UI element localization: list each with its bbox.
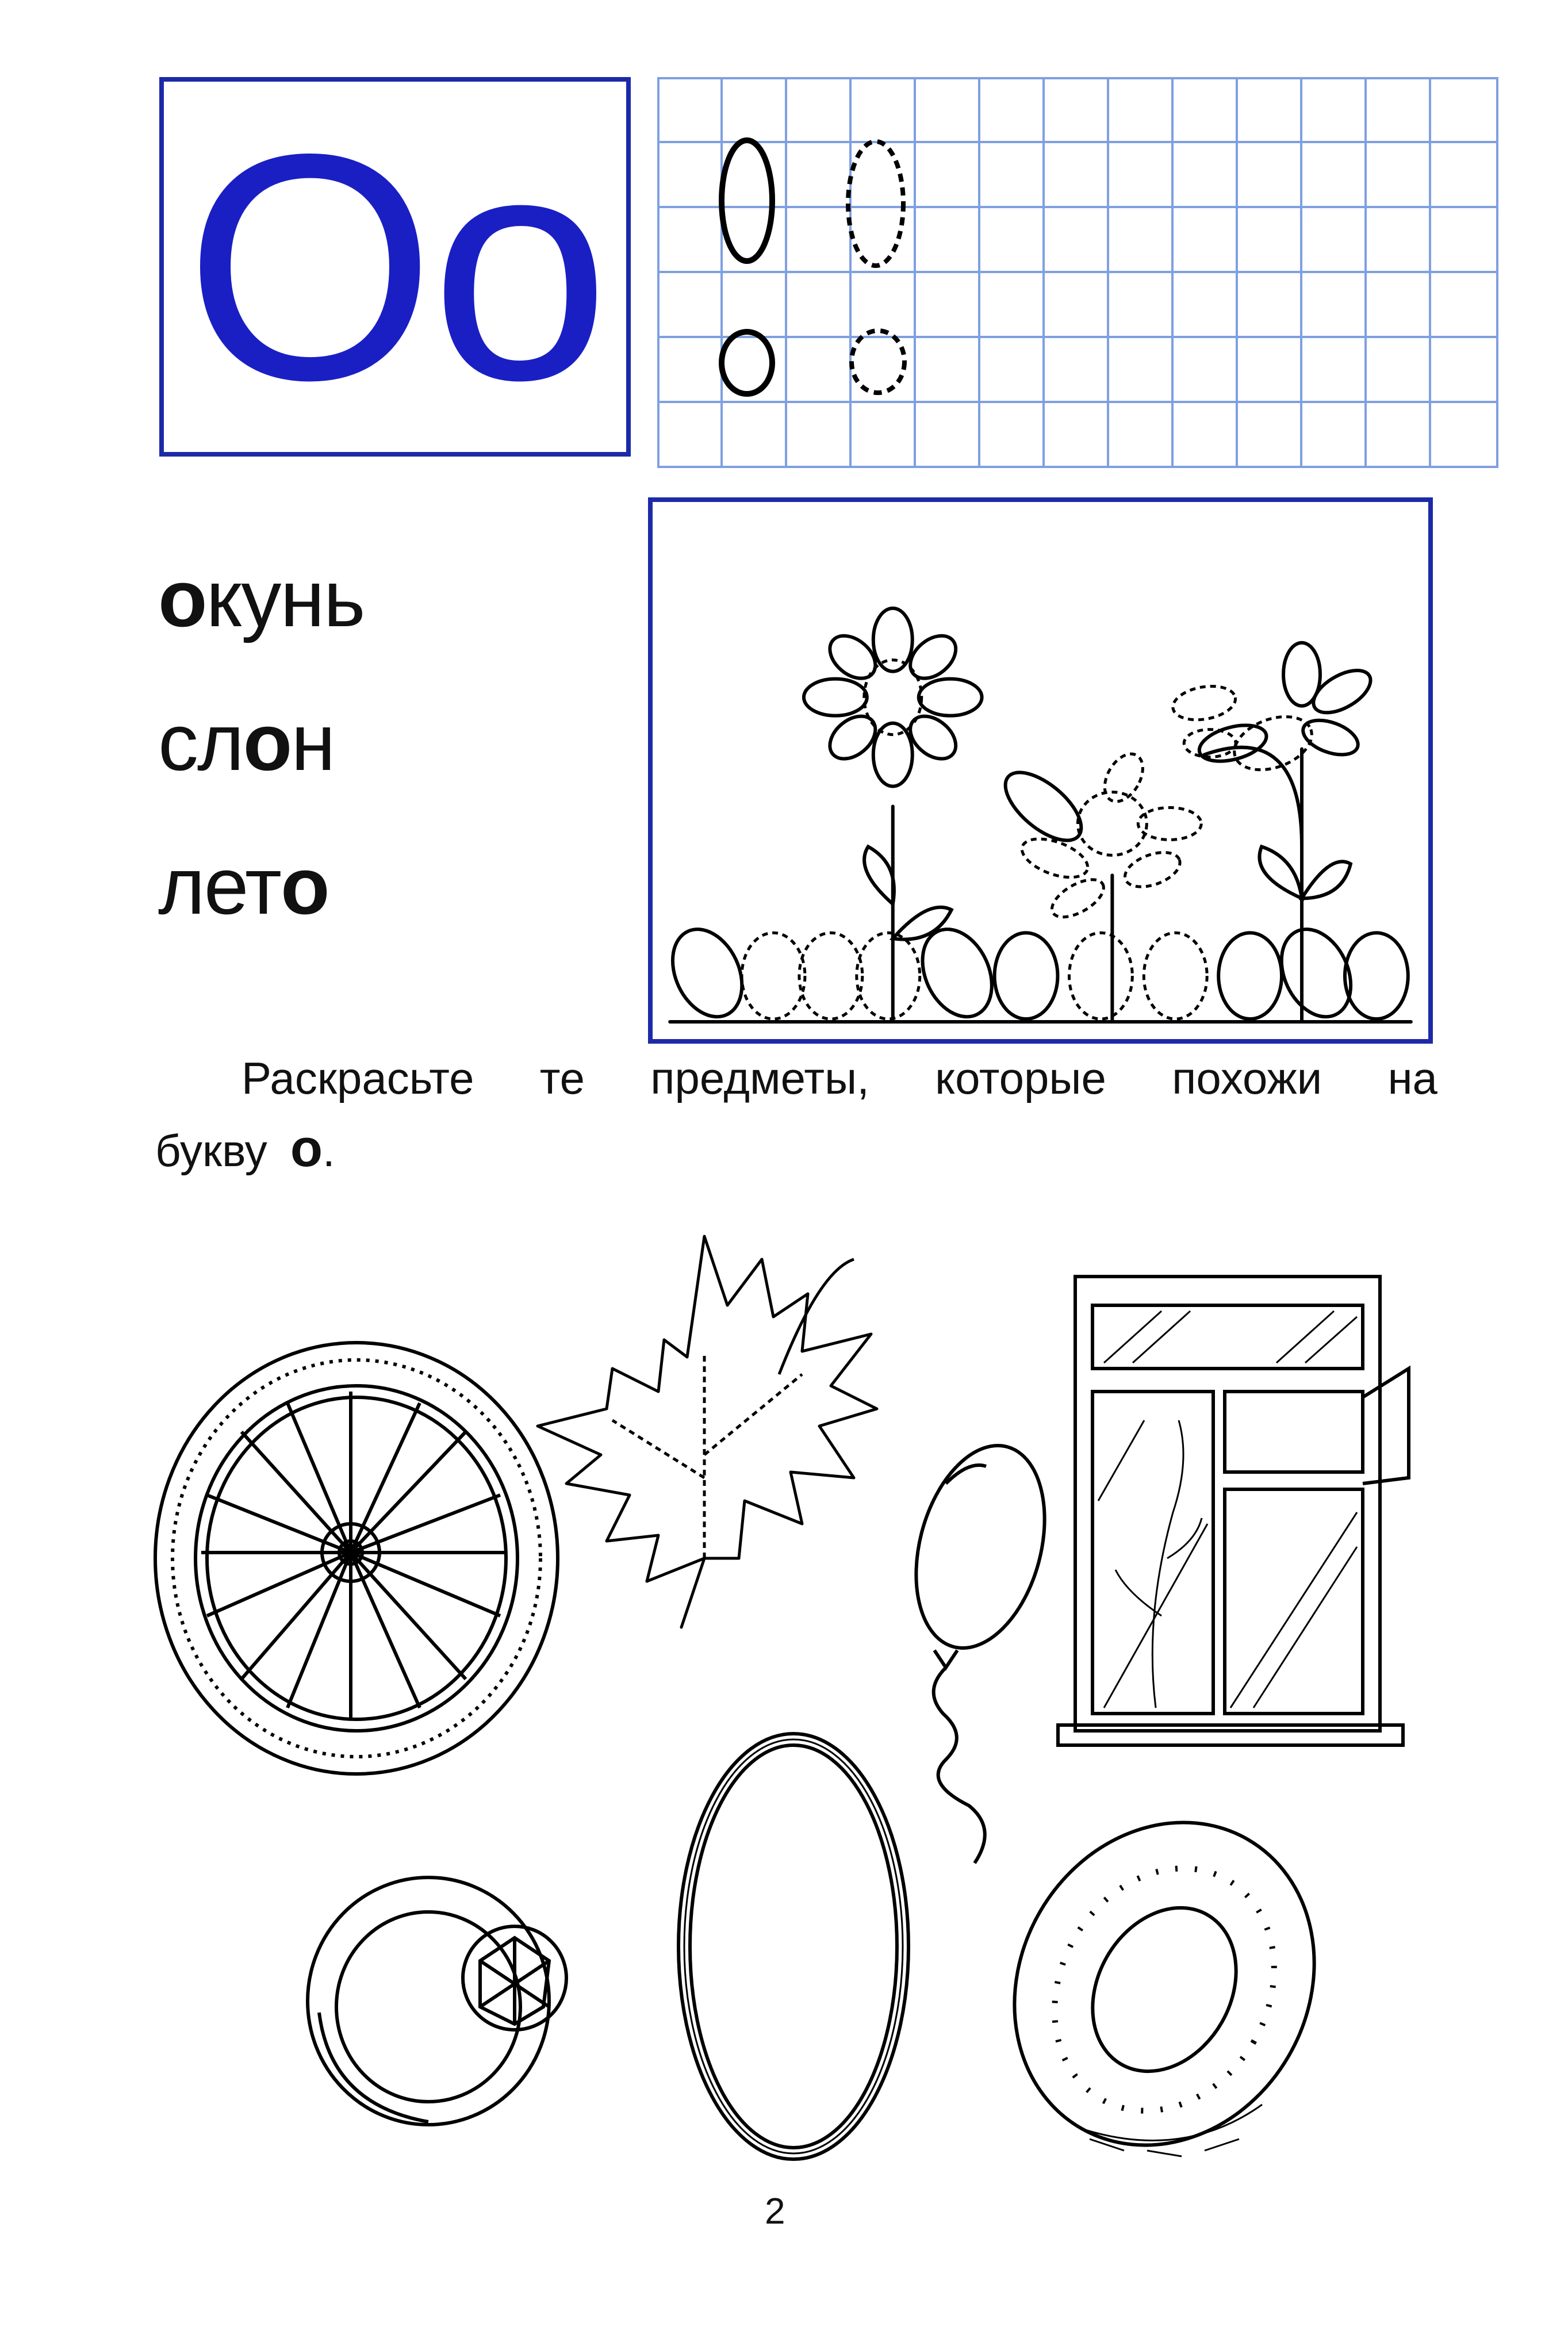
uppercase-letter: О — [185, 87, 431, 447]
flowers-picture-frame — [648, 497, 1433, 1044]
ring-icon[interactable] — [296, 1863, 584, 2133]
window-icon[interactable] — [1058, 1271, 1426, 1748]
word-leto: лето — [158, 841, 329, 931]
word-okun: окунь — [158, 553, 365, 643]
lowercase-letter: о — [431, 87, 605, 447]
writing-grid — [657, 77, 1498, 468]
hoop-icon[interactable] — [667, 1725, 920, 2168]
maple-leaf-icon[interactable] — [532, 1236, 888, 1639]
bagel-icon[interactable] — [1009, 1806, 1320, 2174]
word-slon: слон — [158, 697, 335, 787]
page-number: 2 — [765, 2190, 785, 2232]
letter-display — [164, 82, 626, 452]
instruction-line-2: букву о. — [155, 1119, 335, 1178]
letter-sample-dotted[interactable] — [848, 141, 904, 393]
letter-sample-solid — [722, 140, 772, 394]
instruction-line-1: Раскрасьте те предметы, которые похожи на — [241, 1053, 1437, 1103]
letter-card — [159, 77, 631, 457]
flowers-icon[interactable] — [653, 502, 1428, 1039]
wheel-icon[interactable] — [144, 1334, 575, 1794]
